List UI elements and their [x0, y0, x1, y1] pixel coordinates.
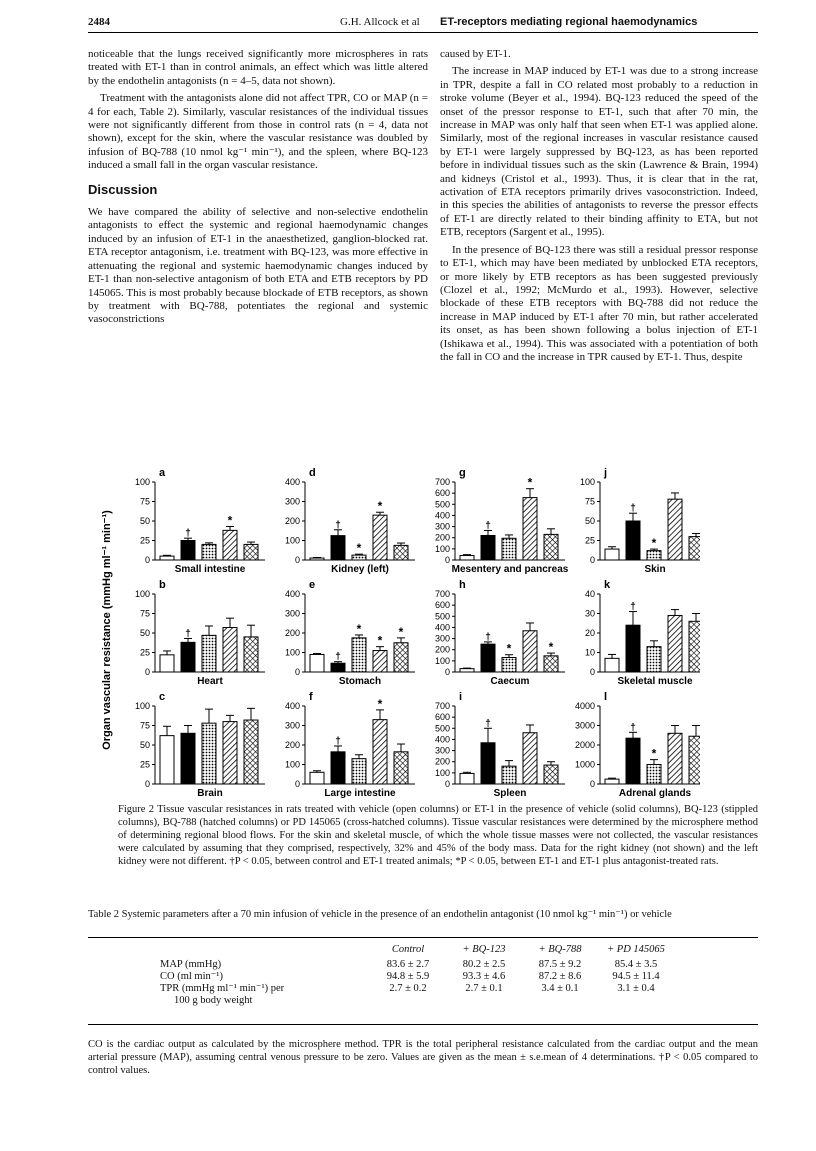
- bar: [523, 498, 537, 560]
- right-para-2: The increase in MAP induced by ET-1 was due to a strong increase in TPR, despite a fall in CO related most probably to a reduction in stroke volume (Beyer et al., 1994). BQ-123 reduced the speed of the onset of the pressor response to ET-1, such that after 70 min, the increase in MAP was only half that seen when ET-1 was applied alone. Similarly, most of the regional increases in vascular resistance caused by ET-1 were largely suppressed by BQ-123, as has been reported before in individual tissues such as the skin (Lawrence & Brain, 1994) and kidneys (Cristol et al., 1993). Thus, it is clear that in the rat, activation of ETA receptors primarily drives vasoconstriction. Indeed, in this species the abilities of antagonists to reverse the pressor effects of ET-1 are directly related to their binding affinity to ETA, but not ETB, receptors (Sargent et al., 1995).: [440, 65, 758, 239]
- panel-k: [585, 579, 700, 687]
- significance-mark: *: [651, 746, 657, 761]
- bar: [544, 765, 558, 784]
- col-header: + BQ-788: [538, 944, 582, 955]
- y-tick-label: 20: [584, 628, 595, 638]
- bar: [331, 536, 345, 560]
- significance-mark: †: [485, 718, 491, 730]
- bar: [481, 535, 495, 560]
- significance-mark: †: [630, 503, 636, 515]
- bar: [181, 733, 195, 784]
- panel-i: [435, 691, 565, 799]
- row-label: MAP (mmHg): [160, 959, 222, 970]
- row-label: CO (ml min⁻¹): [160, 971, 223, 982]
- bar: [668, 499, 682, 560]
- bar: [647, 765, 661, 785]
- y-tick-label: 25: [139, 759, 150, 770]
- cell: 87.2 ± 8.6: [538, 971, 582, 982]
- panel-title: Kidney (left): [331, 564, 389, 575]
- y-tick-label: 75: [139, 720, 150, 731]
- bar: [626, 521, 640, 560]
- y-tick-label: 600: [434, 600, 450, 611]
- table-row: [160, 983, 674, 1007]
- significance-mark: *: [377, 696, 383, 711]
- bar: [160, 655, 174, 672]
- y-tick-label: 600: [434, 488, 450, 499]
- y-tick-label: 400: [284, 589, 300, 599]
- significance-mark: *: [527, 475, 533, 490]
- y-tick-label: 75: [139, 608, 150, 619]
- bar: [502, 658, 516, 672]
- cell: 93.3 ± 4.6: [462, 971, 506, 982]
- table-bottom-rule: [88, 1024, 758, 1025]
- figure-2-bar-charts: [100, 460, 700, 800]
- cell: 2.7 ± 0.1: [465, 983, 503, 994]
- y-tick-label: 200: [284, 740, 300, 750]
- y-tick-label: 50: [584, 516, 595, 526]
- bar: [460, 773, 474, 784]
- significance-mark: †: [185, 628, 191, 640]
- bar: [502, 766, 516, 784]
- bar: [181, 642, 195, 672]
- bar: [647, 551, 661, 560]
- figure-caption: Figure 2 Tissue vascular resistances in rats treated with vehicle (open columns) or ET-1 in the presence of vehicle (solid columns), BQ-123 (stippled columns), BQ-788 (hatched columns) or PD 145065 (cross-hatched columns). Tissue vascular resistances were determined by the microsphere method of determining regional blood flows. For the skin and skeletal muscle, of which the whole tissue masses were not collected, the vascular resistances were calculated by assuming that they comprised, respectively, 32% and 45% of the body mass. Data for the right kidney (not shown) and the left kidney were not different. †P < 0.05, between control and ET-1 treated animals; *P < 0.05, between ET-1 and ET-1 plus antagonist-treated rats.: [118, 804, 758, 867]
- y-tick-label: 0: [144, 779, 150, 789]
- panel-g: [435, 467, 569, 575]
- y-tick-label: 300: [434, 745, 450, 756]
- y-tick-label: 0: [294, 555, 300, 565]
- significance-mark: *: [377, 499, 383, 514]
- significance-mark: *: [356, 621, 362, 636]
- bar: [331, 663, 345, 672]
- y-tick-label: 400: [434, 734, 450, 745]
- panel-letter: h: [459, 579, 466, 591]
- col-header: Control: [391, 944, 425, 955]
- panel-title: Heart: [197, 676, 223, 687]
- cell: 83.6 ± 2.7: [386, 959, 430, 970]
- panel-title: Large intestine: [324, 788, 396, 799]
- panel-title: Skeletal muscle: [617, 676, 693, 687]
- bar: [181, 541, 195, 561]
- y-tick-label: 100: [579, 477, 595, 487]
- col-header: + PD 145065: [607, 944, 665, 955]
- bar: [310, 772, 324, 784]
- y-tick-label: 100: [284, 647, 300, 658]
- y-tick-label: 0: [144, 667, 150, 677]
- bar: [160, 556, 174, 560]
- y-tick-label: 25: [584, 535, 595, 546]
- header-rule: [88, 32, 758, 33]
- bar: [202, 635, 216, 672]
- page-number: 2484: [88, 16, 110, 28]
- y-tick-label: 300: [284, 496, 300, 507]
- significance-mark: †: [185, 528, 191, 540]
- bar: [523, 631, 537, 672]
- significance-mark: †: [630, 722, 636, 734]
- panel-c: [135, 691, 265, 799]
- table-top-rule: [88, 937, 758, 938]
- panel-letter: a: [159, 467, 166, 479]
- significance-mark: †: [335, 651, 341, 663]
- running-title: ET-receptors mediating regional haemodynamics: [440, 16, 698, 28]
- running-authors: G.H. Allcock et al: [340, 16, 420, 28]
- y-tick-label: 0: [294, 779, 300, 789]
- panel-title: Spleen: [493, 788, 527, 799]
- y-tick-label: 2000: [574, 740, 595, 750]
- cell: 80.2 ± 2.5: [462, 959, 506, 970]
- bar: [647, 647, 661, 672]
- significance-mark: *: [651, 536, 657, 551]
- y-tick-label: 50: [139, 740, 150, 750]
- bar: [373, 720, 387, 784]
- right-para-1: caused by ET-1.: [440, 48, 511, 60]
- cell: 2.7 ± 0.2: [389, 983, 427, 994]
- y-tick-label: 700: [434, 589, 450, 599]
- panel-title: Stomach: [338, 676, 382, 687]
- panel-letter: j: [604, 467, 608, 479]
- bar: [481, 743, 495, 784]
- y-tick-label: 700: [434, 477, 450, 487]
- bar: [605, 549, 619, 560]
- bar: [544, 656, 558, 672]
- y-tick-label: 40: [584, 589, 595, 599]
- bar: [223, 722, 237, 784]
- bar: [460, 669, 474, 672]
- y-tick-label: 300: [284, 608, 300, 619]
- y-tick-label: 500: [434, 499, 450, 510]
- bar: [202, 544, 216, 560]
- panel-l: [575, 691, 700, 799]
- significance-mark: *: [506, 641, 512, 656]
- y-tick-label: 400: [434, 622, 450, 633]
- bar: [605, 779, 619, 784]
- bar: [481, 644, 495, 672]
- panel-e: [285, 579, 415, 687]
- bar: [502, 538, 516, 560]
- bar: [626, 625, 640, 672]
- significance-mark: *: [227, 513, 233, 528]
- table-row: [160, 959, 674, 971]
- significance-mark: *: [377, 633, 383, 648]
- bar: [244, 637, 258, 672]
- bar: [202, 723, 216, 784]
- panel-a: [135, 467, 265, 575]
- panel-letter: i: [459, 691, 463, 703]
- bar: [689, 621, 700, 672]
- row-label-line-1: TPR (mmHg ml⁻¹ min⁻¹) per: [160, 983, 285, 994]
- y-tick-label: 50: [139, 516, 150, 526]
- row-label-line-2: 100 g body weight: [174, 995, 253, 1006]
- panel-letter: e: [309, 579, 316, 591]
- cell: 94.5 ± 11.4: [612, 971, 660, 982]
- bar: [244, 720, 258, 784]
- significance-mark: †: [485, 631, 491, 643]
- bar: [668, 615, 682, 672]
- cell: 87.5 ± 9.2: [538, 959, 582, 970]
- cell: 3.1 ± 0.4: [617, 983, 655, 994]
- table-corner: [160, 944, 370, 959]
- bar: [373, 515, 387, 560]
- cell: 94.8 ± 5.9: [386, 971, 430, 982]
- bar: [544, 534, 558, 560]
- panel-h: [435, 579, 565, 687]
- panel-letter: l: [604, 691, 608, 703]
- significance-mark: *: [548, 640, 554, 655]
- y-tick-label: 10: [584, 647, 595, 658]
- y-tick-label: 3000: [574, 720, 595, 731]
- y-axis-label: Organ vascular resistance (mmHg ml⁻¹ min⁻¹): [101, 510, 113, 750]
- bar: [394, 752, 408, 784]
- y-tick-label: 0: [444, 779, 450, 789]
- y-tick-label: 700: [434, 701, 450, 711]
- table-footnote: CO is the cardiac output as calculated by the microsphere method. TPR is the total peripheral resistance calculated from the cardiac output and the mean arterial pressure (MAP), assuming central venous pressure to be zero. Values are given as the mean ± s.e.mean of 4 determinations. †P < 0.05 compared to control values.: [88, 1039, 758, 1076]
- panel-title: Skin: [644, 564, 666, 575]
- y-tick-label: 100: [284, 759, 300, 770]
- panel-title: Mesentery and pancreas: [451, 564, 569, 575]
- discussion-heading: Discussion: [88, 181, 158, 197]
- bar: [373, 651, 387, 672]
- right-column: [440, 48, 758, 368]
- y-tick-label: 400: [434, 510, 450, 521]
- table-row: [160, 971, 674, 983]
- bar: [331, 752, 345, 784]
- col-header: + BQ-123: [462, 944, 506, 955]
- left-column: [88, 48, 428, 331]
- y-tick-label: 100: [434, 655, 450, 666]
- y-tick-label: 30: [584, 608, 595, 619]
- bar: [460, 556, 474, 560]
- y-tick-label: 0: [294, 667, 300, 677]
- y-tick-label: 300: [284, 720, 300, 731]
- panel-letter: f: [309, 691, 313, 703]
- bar: [394, 643, 408, 672]
- y-tick-label: 500: [434, 723, 450, 734]
- y-tick-label: 25: [139, 647, 150, 658]
- y-tick-label: 1000: [574, 759, 595, 770]
- y-tick-label: 4000: [574, 701, 595, 711]
- y-tick-label: 100: [284, 535, 300, 546]
- y-tick-label: 200: [284, 516, 300, 526]
- panel-title: Small intestine: [174, 564, 246, 575]
- y-tick-label: 0: [589, 667, 595, 677]
- panel-title: Brain: [197, 788, 223, 799]
- bar: [394, 545, 408, 560]
- left-para-1: noticeable that the lungs received significantly more microspheres in rats treated with ET-1 than in control animals, an effect which was little altered by the endothelin antagonists (n = 4–5, data not shown).: [88, 48, 428, 87]
- bar: [352, 759, 366, 784]
- bar: [244, 544, 258, 560]
- y-tick-label: 400: [284, 477, 300, 487]
- significance-mark: †: [485, 520, 491, 532]
- significance-mark: †: [335, 735, 341, 747]
- panel-letter: c: [159, 691, 166, 703]
- panel-letter: k: [604, 579, 611, 591]
- bar: [310, 558, 324, 560]
- y-tick-label: 200: [434, 532, 450, 543]
- left-para-2: Treatment with the antagonists alone did not affect TPR, CO or MAP (n = 4 for each, Table 2). Similarly, vascular resistances of the individual tissues were not significantly different from those in control rats (n = 4, data not shown), except for the skin, where the vascular resistance was doubled by infusion of BQ-788 (10 nmol kg⁻¹ min⁻¹), and the spleen, where BQ-123 induced a small fall in the organ vascular resistance.: [88, 92, 428, 172]
- y-tick-label: 0: [144, 555, 150, 565]
- y-tick-label: 100: [134, 701, 150, 711]
- panel-title: Caecum: [490, 676, 530, 687]
- y-tick-label: 300: [434, 521, 450, 532]
- panel-title: Adrenal glands: [618, 788, 692, 799]
- y-tick-label: 400: [284, 701, 300, 711]
- row-label: [160, 983, 370, 1007]
- y-tick-label: 100: [134, 477, 150, 487]
- bar: [310, 654, 324, 672]
- y-tick-label: 0: [444, 555, 450, 565]
- bar: [352, 638, 366, 672]
- y-tick-label: 200: [284, 628, 300, 638]
- bar: [223, 530, 237, 560]
- panel-letter: b: [159, 579, 166, 591]
- bar: [689, 736, 700, 784]
- bar: [523, 733, 537, 784]
- panel-letter: d: [309, 467, 316, 479]
- y-tick-label: 0: [589, 779, 595, 789]
- bar: [160, 736, 174, 784]
- y-tick-label: 300: [434, 633, 450, 644]
- y-tick-label: 75: [139, 496, 150, 507]
- cell: 85.4 ± 3.5: [614, 959, 658, 970]
- bar: [626, 738, 640, 784]
- significance-mark: †: [630, 601, 636, 613]
- bar: [605, 658, 619, 672]
- panel-b: [135, 579, 265, 687]
- bar: [223, 628, 237, 672]
- y-tick-label: 600: [434, 712, 450, 723]
- significance-mark: *: [398, 624, 404, 639]
- y-tick-label: 500: [434, 611, 450, 622]
- y-tick-label: 100: [434, 767, 450, 778]
- y-tick-label: 75: [584, 496, 595, 507]
- y-tick-label: 100: [434, 543, 450, 554]
- panel-j: [580, 467, 700, 575]
- panel-letter: g: [459, 467, 466, 479]
- table-title: Table 2 Systemic parameters after a 70 min infusion of vehicle in the presence of an endothelin antagonist (10 nmol kg⁻¹ min⁻¹) or vehicle: [88, 909, 672, 920]
- right-para-3: In the presence of BQ-123 there was still a residual pressor response to ET-1, which may have been mediated by unblocked ETA receptors, or more likely by ETB receptors as has been suggested previously (Clozel et al., 1992; McMurdo et al., 1993). However, selective blockade of these ETB receptors with BQ-788 did not reduce the increase in MAP induced by ET-1 after 70 min, but rather accelerated its onset, as has been shown following a bolus injection of ET-1 (Ishikawa et al., 1994). This was associated with a potentiation of both the fall in CO and the increase in TPR caused by ET-1. Thus, despite: [440, 243, 758, 363]
- y-tick-label: 100: [134, 589, 150, 599]
- y-tick-label: 0: [589, 555, 595, 565]
- panel-d: [285, 467, 415, 575]
- y-tick-label: 25: [139, 535, 150, 546]
- bar: [668, 733, 682, 784]
- bar: [352, 555, 366, 560]
- y-tick-label: 0: [444, 667, 450, 677]
- significance-mark: †: [335, 519, 341, 531]
- y-tick-label: 200: [434, 644, 450, 655]
- significance-mark: *: [356, 541, 362, 556]
- panel-f: [285, 691, 415, 799]
- cell: 3.4 ± 0.1: [541, 983, 579, 994]
- systemic-parameters-table: [160, 944, 674, 1007]
- bar: [689, 537, 700, 560]
- y-tick-label: 50: [139, 628, 150, 638]
- left-para-3: We have compared the ability of selective and non-selective endothelin antagonists to effect the systemic and regional haemodynamic changes induced by an infusion of ET-1 in the anaesthetized, ganglion-blocked rat. ETA receptor antagonism, i.e. treatment with BQ-123, was more effective in attenuating the regional and systemic haemodynamic changes induced by ET-1 than non-selective antagonism of both ETA and ETB receptors by PD 145065. This is most probably because blockade of ETB receptors, as shown by treatment with BQ-788, potentiates the regional and systemic vasoconstrictions: [88, 206, 428, 326]
- y-tick-label: 200: [434, 756, 450, 767]
